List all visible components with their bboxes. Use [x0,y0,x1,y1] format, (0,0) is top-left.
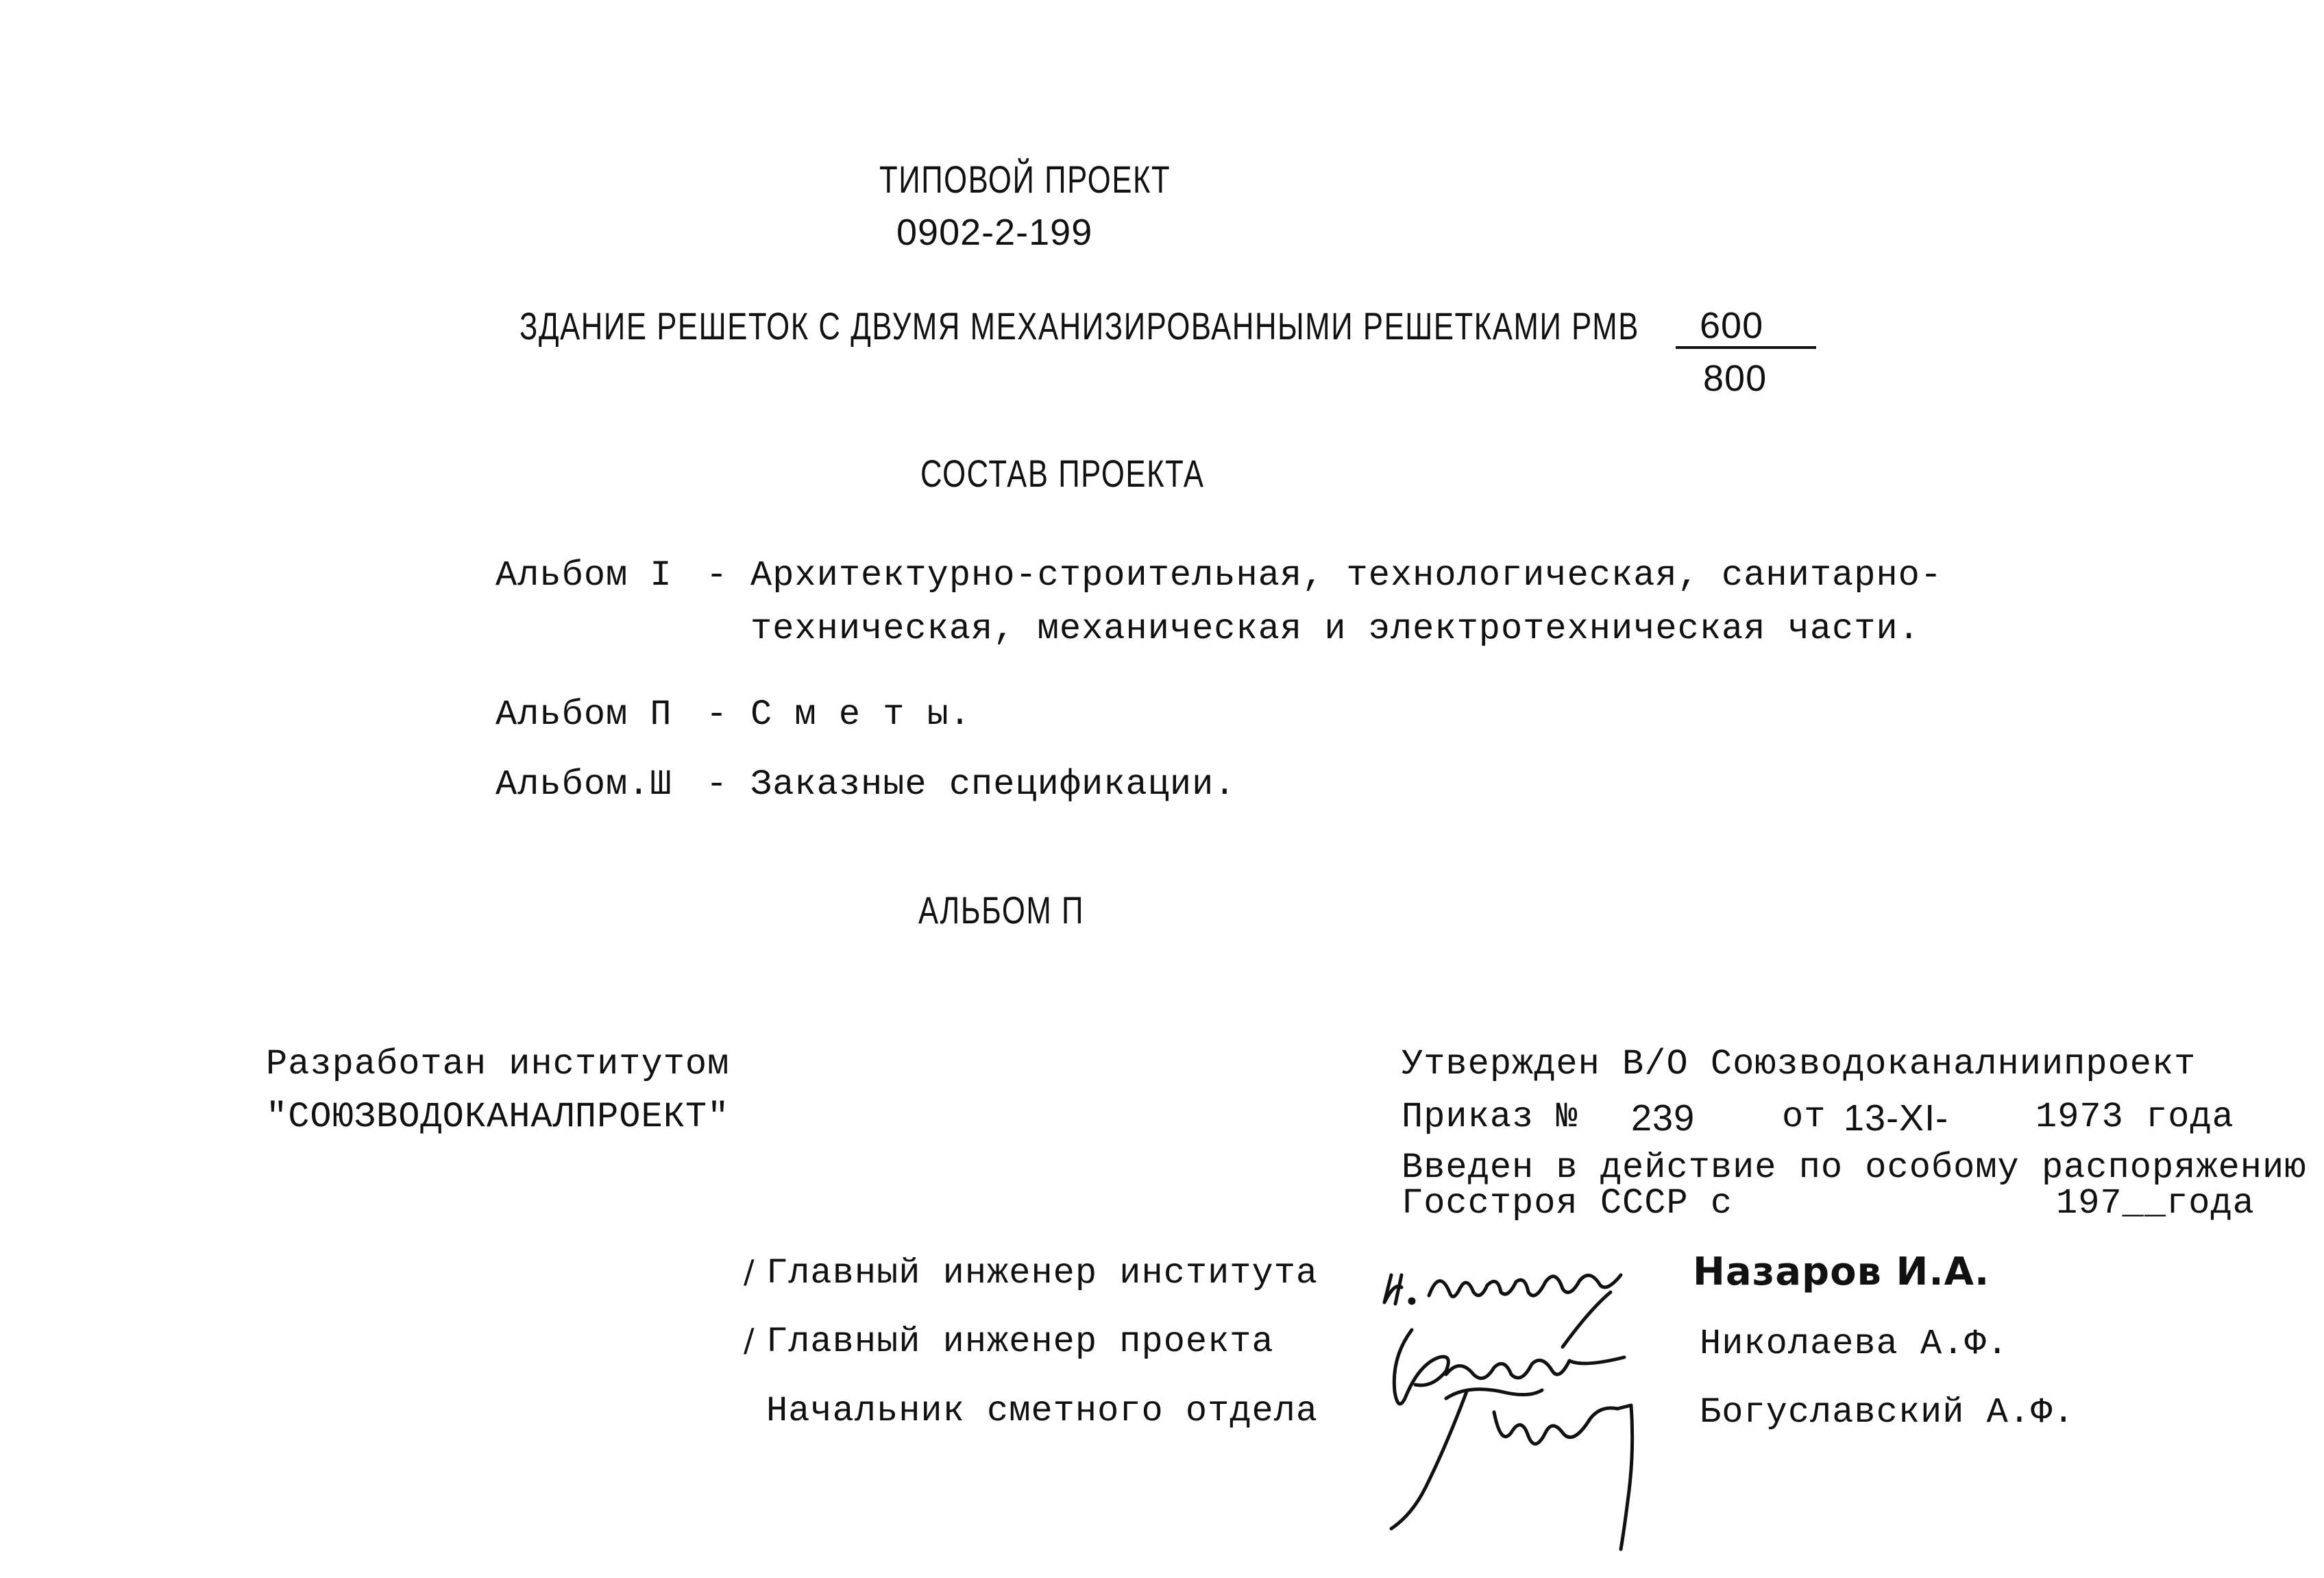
fraction-bar [1676,346,1816,349]
approved-by: Утвержден В/О Союзводоканалниипроект [1402,1044,2197,1084]
order-number: 239 [1631,1097,1696,1139]
signature-3-name: Богуславский А.Ф. [1700,1392,2075,1433]
album-1-line1: Архитектурно-строительная, технологическая, санитарно- [750,555,1943,596]
order-from: от [1782,1097,1826,1137]
signature-3-position: Начальник сметного отдела [766,1391,1319,1431]
album-3-label: Альбом.Ш [496,764,672,805]
signature-1-position: Главный инженер института [766,1253,1319,1294]
order-year: 1973 года [2035,1097,2234,1137]
album-3-line1: Заказные спецификации. [750,764,1236,805]
enacted-year: 197__года [2056,1183,2255,1224]
enacted-line1: Введен в действие по особому распоряжению [1402,1148,2307,1188]
signatures-handwritten [1364,1227,1679,1556]
album-3-dash: - [706,764,729,805]
tick-mark-2: / [744,1322,755,1359]
album-2-label: Альбом П [496,694,672,735]
project-type: ТИПОВОЙ ПРОЕКТ [879,158,1171,201]
album-2-line1: С м е т ы. [750,694,972,735]
album-2-dash: - [706,694,729,735]
tick-mark-1: / [744,1253,755,1290]
album-heading: АЛЬБОМ П [918,888,1084,932]
project-number: 0902-2-199 [896,212,1093,253]
signature-2-position: Главный инженер проекта [766,1322,1274,1362]
order-label: Приказ № [1402,1097,1578,1137]
signature-1-name: Назаров И.А. [1693,1250,1990,1294]
composition-heading: СОСТАВ ПРОЕКТА [920,452,1205,495]
developer-line2: "СОЮЗВОДОКАНАЛПРОЕКТ" [266,1097,730,1137]
enacted-line2-prefix: Госстроя СССР с [1402,1183,1733,1224]
album-1-label: Альбом I [496,555,672,596]
album-1-dash: - [706,555,729,596]
signature-2-name: Николаева А.Ф. [1700,1324,2009,1364]
order-date: 13-XI- [1844,1097,1949,1139]
developer-line1: Разработан институтом [266,1044,730,1084]
album-1-line2: техническая, механическая и электротехническая части. [750,609,1920,649]
fraction-top: 600 [1700,305,1764,346]
project-title: ЗДАНИЕ РЕШЕТОК С ДВУМЯ МЕХАНИЗИРОВАННЫМИ РЕШЕТКАМИ РМВ [519,304,1639,348]
fraction-bottom: 800 [1703,358,1768,399]
